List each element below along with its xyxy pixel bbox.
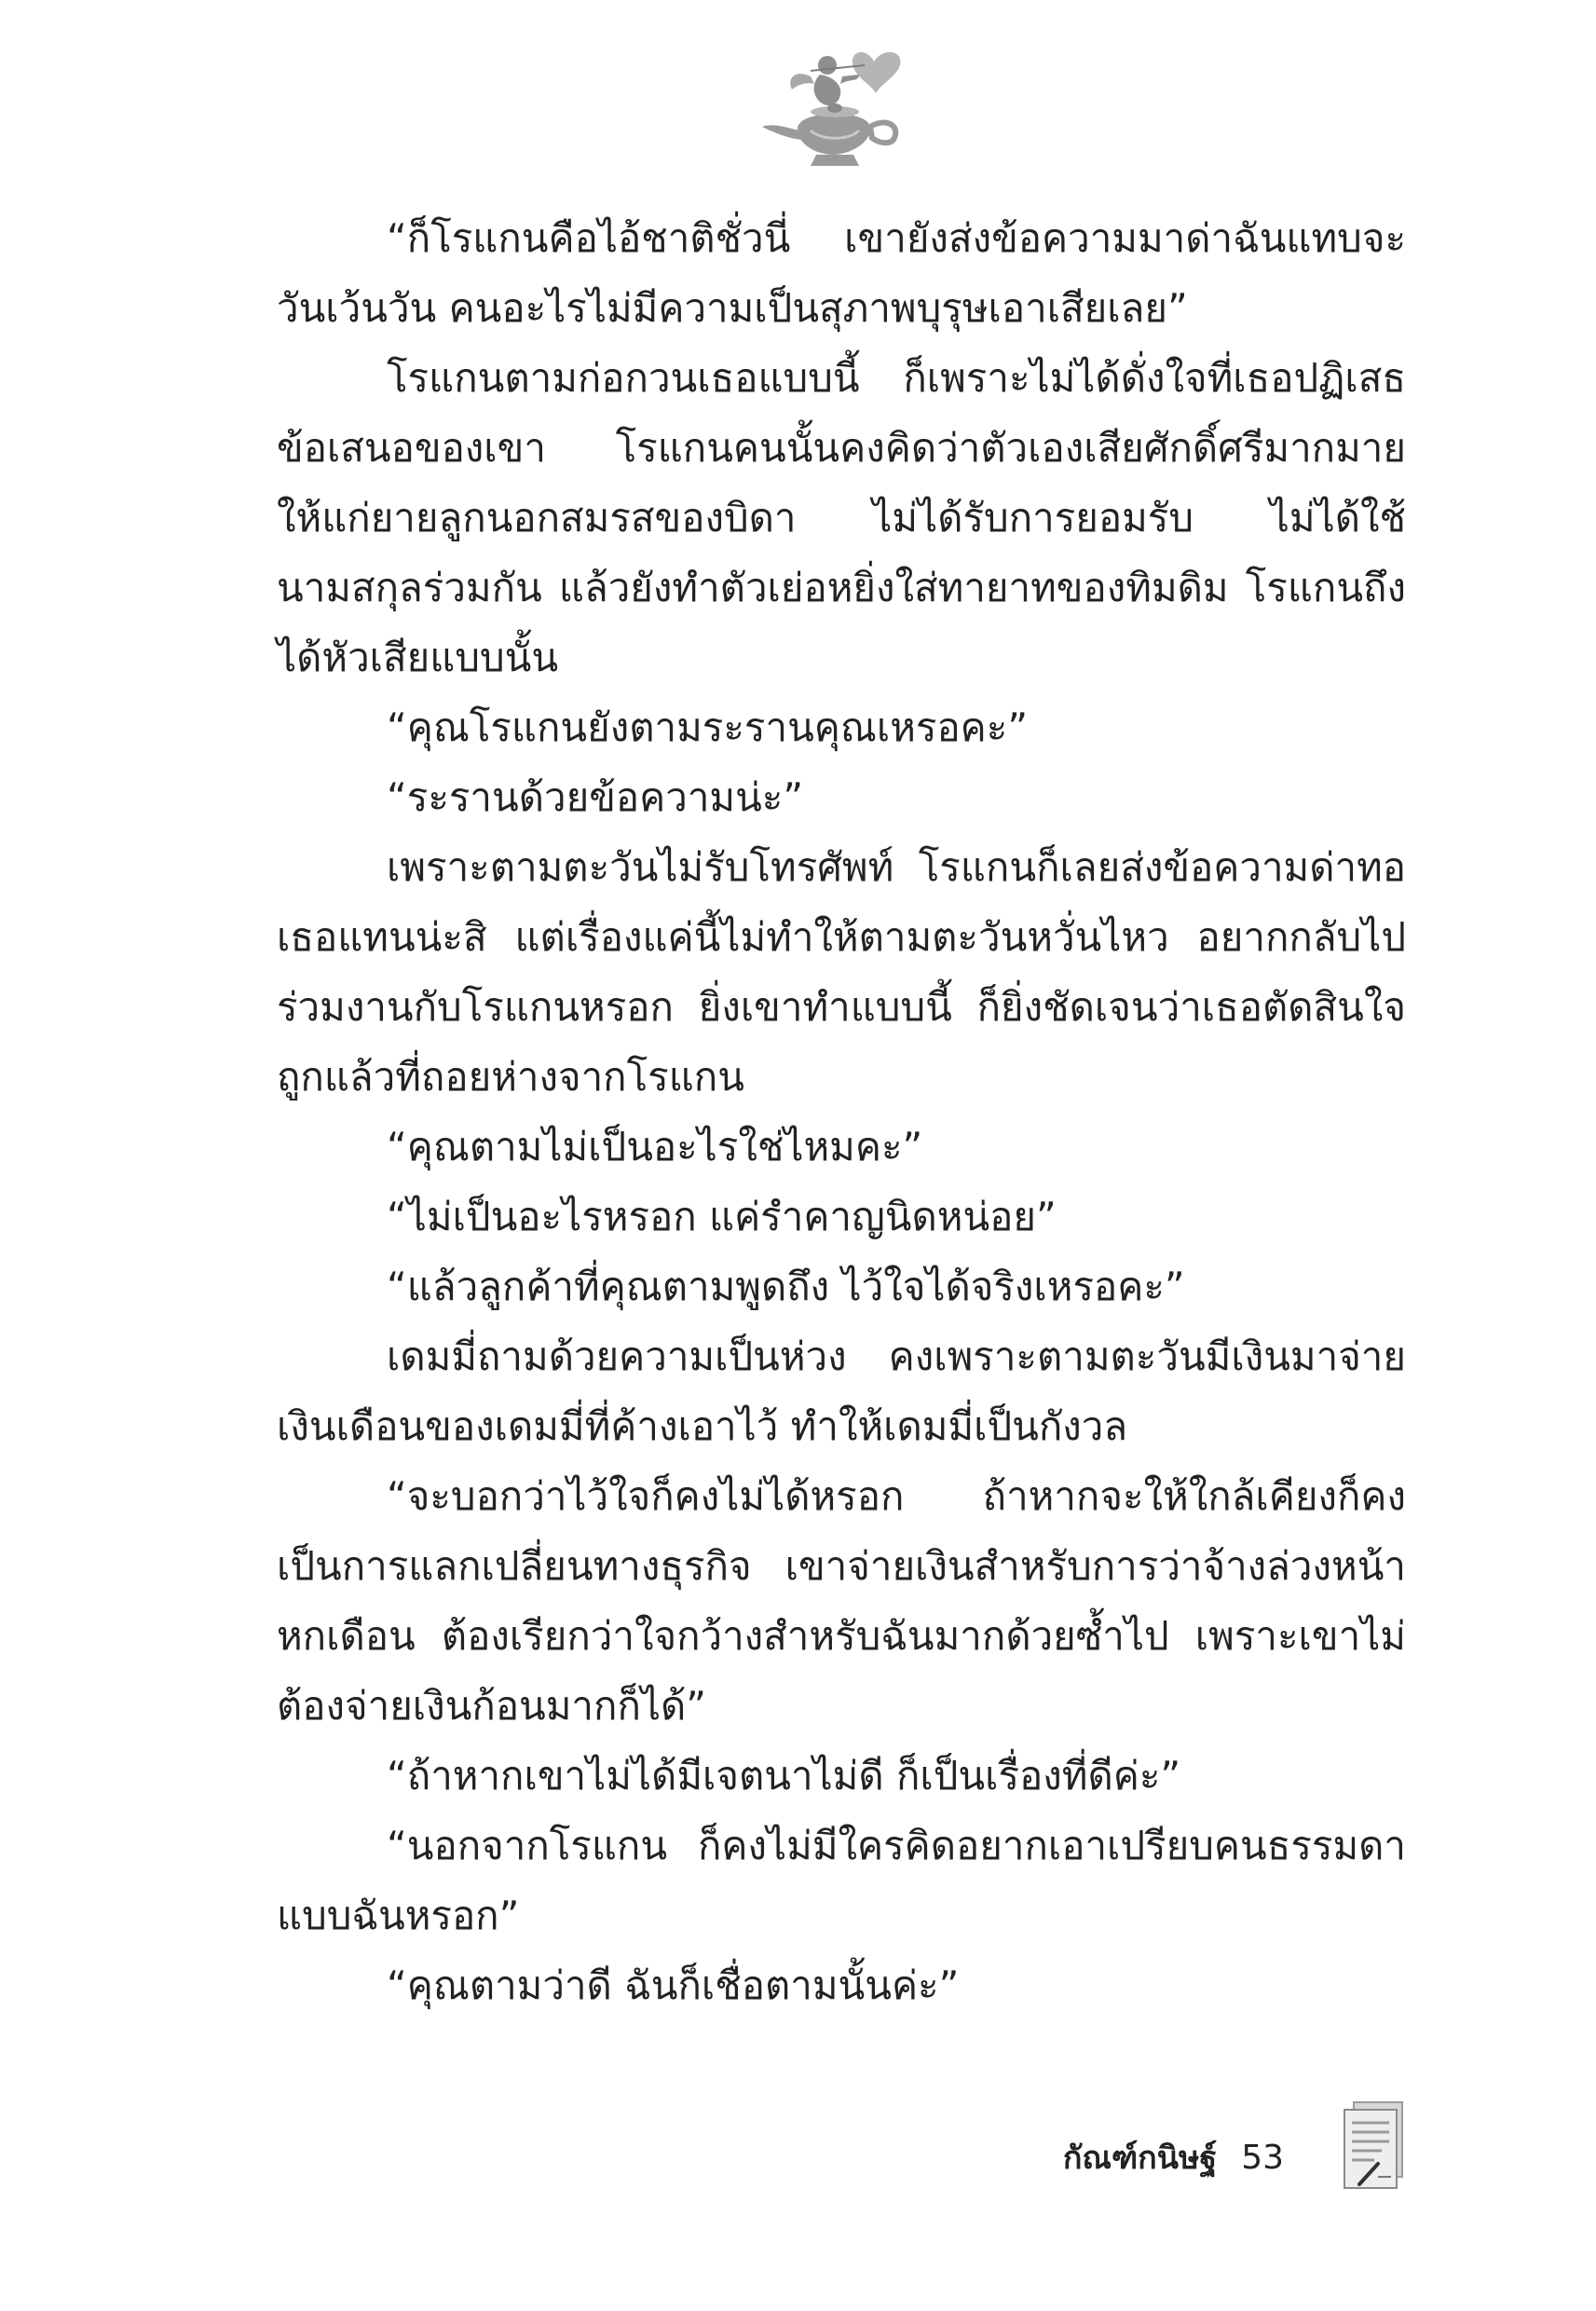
paragraph: เดมมี่ถามด้วยความเป็นห่วง คงเพราะตามตะวันมีเงินมาจ่ายเงินเดือนของเดมมี่ที่ค้างเอาไว้ ทำให้เดมมี่เป็นกังวล <box>277 1333 1406 1449</box>
paragraph: “ถ้าหากเขาไม่ได้มีเจตนาไม่ดี ก็เป็นเรื่องที่ดีค่ะ” <box>387 1753 1181 1798</box>
book-title: กัณฑ์กนิษฐ์ <box>1062 2140 1218 2177</box>
lamp-cupid-ornament-icon <box>755 37 918 177</box>
paragraph: “ระรานด้วยข้อความน่ะ” <box>387 774 804 820</box>
paragraph: “นอกจากโรแกน ก็คงไม่มีใครคิดอยากเอาเปรียบคนธรรมดาแบบฉันหรอก” <box>277 1823 1406 1938</box>
paragraph: “คุณโรแกนยังตามระรานคุณเหรอคะ” <box>387 704 1029 750</box>
paragraph: “คุณตามไม่เป็นอะไรใช่ไหมคะ” <box>387 1124 923 1169</box>
paragraph: “แล้วลูกค้าที่คุณตามพูดถึง ไว้ใจได้จริงเหรอคะ” <box>387 1264 1185 1309</box>
paragraph: “จะบอกว่าไว้ใจก็คงไม่ได้หรอก ถ้าหากจะให้ใกล้เคียงก็คงเป็นการแลกเปลี่ยนทางธุรกิจ เขาจ่ายเงินสำหรับการว่าจ้างล่วงหน้าหกเดือน ต้องเรียกว่าใจกว้างสำหรับฉันมากด้วยซ้ำไป เพราะเขาไม่ต้องจ่ายเงินก้อนมากก็ได้” <box>277 1473 1406 1729</box>
page-number: 53 <box>1241 2138 1284 2177</box>
paragraph: เพราะตามตะวันไม่รับโทรศัพท์ โรแกนก็เลยส่งข้อความด่าทอเธอแทนน่ะสิ แต่เรื่องแค่นี้ไม่ทำให้ตามตะวันหวั่นไหว อยากกลับไปร่วมงานกับโรแกนหรอก ยิ่งเขาทำแบบนี้ ก็ยิ่งชัดเจนว่าเธอตัดสินใจถูกแล้วที่ถอยห่างจากโรแกน <box>277 844 1406 1100</box>
paragraph: โรแกนตามก่อกวนเธอแบบนี้ ก็เพราะไม่ได้ดั่งใจที่เธอปฏิเสธข้อเสนอของเขา โรแกนคนนั้นคงคิดว่าตัวเองเสียศักดิ์ศรีมากมาย ให้แก่ยายลูกนอกสมรสของบิดา ไม่ได้รับการยอมรับ ไม่ได้ใช้นามสกุลร่วมกัน แล้วยังทำตัวเย่อหยิ่งใส่ทายาทของทิมดิม โรแกนถึงได้หัวเสียแบบนั้น <box>277 355 1406 680</box>
document-pen-icon <box>1337 2099 1410 2192</box>
paragraph: “ก็โรแกนคือไอ้ชาติชั่วนี่ เขายังส่งข้อความมาด่าฉันแทบจะวันเว้นวัน คนอะไรไม่มีความเป็นสุภาพบุรุษเอาเสียเลย” <box>277 215 1406 331</box>
body-text <box>277 203 1406 2020</box>
paragraph: “คุณตามว่าดี ฉันก็เชื่อตามนั้นค่ะ” <box>387 1962 960 2008</box>
paragraph: “ไม่เป็นอะไรหรอก แค่รำคาญนิดหน่อย” <box>387 1194 1057 1239</box>
